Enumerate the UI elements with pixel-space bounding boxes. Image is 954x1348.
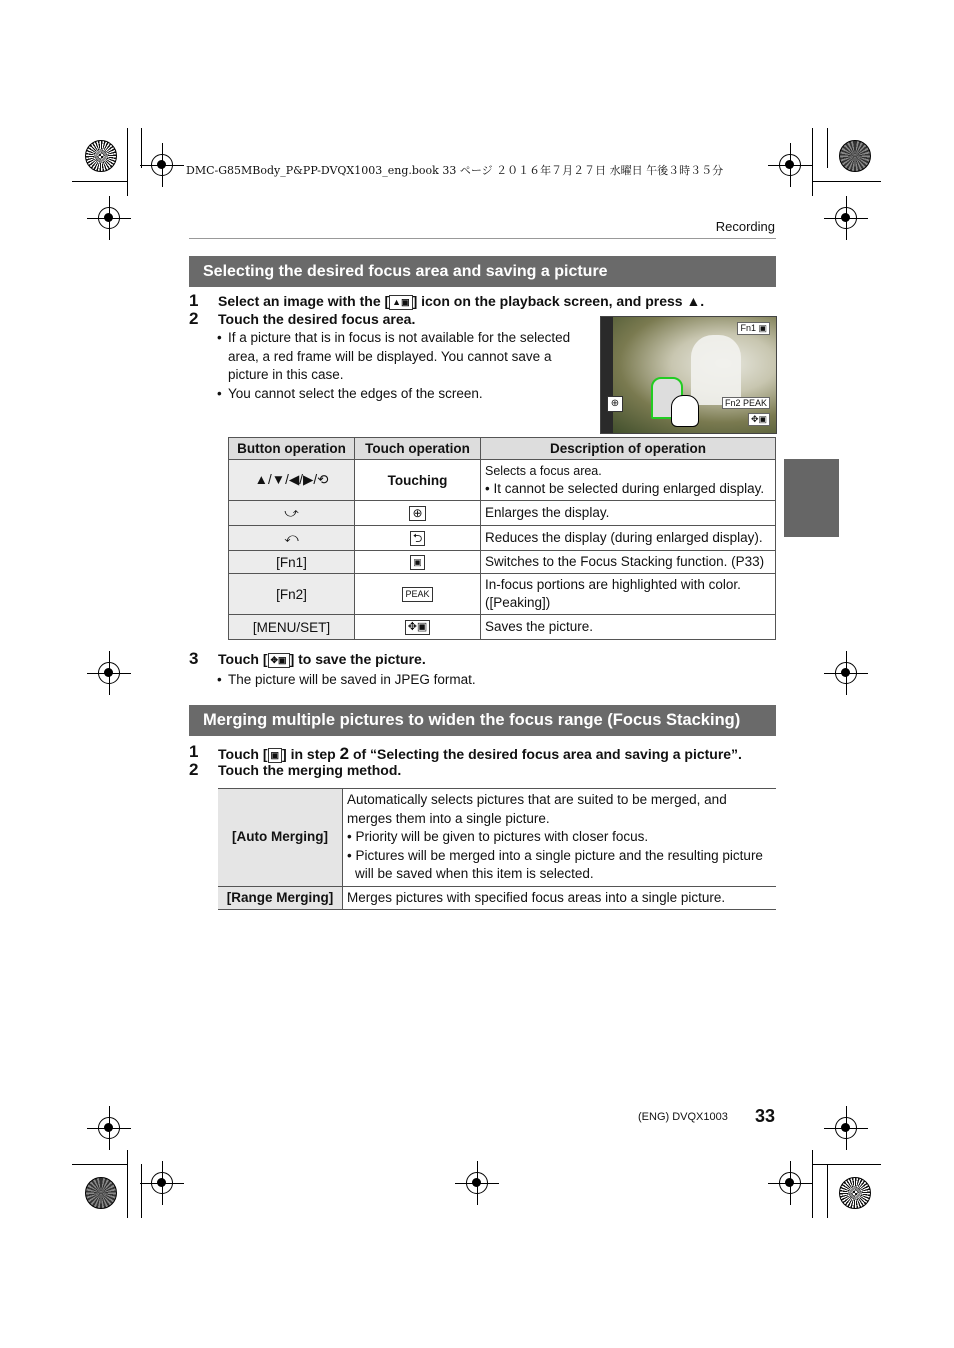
step-text-part: ] icon on the playback screen, and press ▲. bbox=[412, 293, 705, 309]
bullet-item: • If a picture that is in focus is not available for the selected area, a red frame will be displayed. You cannot save a picture in this case. • You cannot select the edges of the screen. bbox=[217, 329, 587, 403]
crop-mark bbox=[72, 181, 127, 182]
photo-edge bbox=[601, 317, 613, 433]
table-row bbox=[229, 615, 776, 640]
step-text: Touch the merging method. bbox=[218, 762, 402, 778]
button-operation-text: ▲/▼/◀/▶/ bbox=[254, 472, 318, 487]
crop-mark bbox=[141, 1164, 142, 1218]
column-header: Description of operation bbox=[481, 438, 776, 460]
focus-stacking-play-icon: ▲▣ bbox=[389, 295, 412, 310]
step-text: Touch the desired focus area. bbox=[218, 311, 416, 327]
step-text bbox=[218, 293, 704, 310]
step-text bbox=[218, 651, 426, 668]
bullet-text: You cannot select the edges of the screen. bbox=[228, 385, 483, 401]
step-number: 1 bbox=[189, 291, 199, 310]
touching-hand-icon bbox=[671, 395, 699, 427]
registration-starburst-icon bbox=[839, 140, 871, 172]
crop-mark bbox=[72, 1164, 127, 1165]
crop-mark bbox=[827, 128, 828, 168]
fn2-label: Fn2 bbox=[724, 398, 741, 408]
registration-crosshair-icon bbox=[835, 1117, 857, 1139]
button-cell: [Fn2] bbox=[229, 574, 355, 615]
focus-area-photo bbox=[600, 316, 777, 434]
focus-stacking-icon: ▣ bbox=[268, 748, 283, 763]
crop-mark bbox=[127, 128, 128, 196]
crop-mark bbox=[813, 181, 881, 182]
fn2-icon[interactable]: Fn2 PEAK bbox=[722, 397, 770, 409]
step-text-part: of “Selecting the desired focus area and saving a picture”. bbox=[349, 746, 742, 762]
registration-crosshair-icon bbox=[835, 207, 857, 229]
description-text: In-focus portions are highlighted with color. bbox=[485, 577, 741, 592]
description-text: Automatically selects pictures that are suited to be merged, and merges them into a single picture. bbox=[347, 792, 727, 826]
table-row bbox=[229, 526, 776, 551]
section-label: Recording bbox=[715, 219, 775, 234]
control-dial-icon: ⟲ bbox=[317, 472, 329, 487]
column-header: Button operation bbox=[229, 438, 355, 460]
button-cell bbox=[229, 460, 355, 501]
header-rule bbox=[189, 238, 776, 239]
document-code: (ENG) DVQX1003 bbox=[638, 1111, 728, 1123]
section-heading: Selecting the desired focus area and saving a picture bbox=[189, 256, 776, 287]
registration-crosshair-icon bbox=[779, 1172, 801, 1194]
description-cell: Saves the picture. bbox=[481, 615, 776, 640]
option-description bbox=[343, 789, 777, 887]
registration-crosshair-icon bbox=[779, 154, 801, 176]
step-text-part: Select an image with the [ bbox=[218, 293, 390, 309]
step-text-part: Touch [ bbox=[218, 746, 268, 762]
zoom-in-icon: ⊕ bbox=[355, 501, 481, 526]
column-header: Touch operation bbox=[355, 438, 481, 460]
registration-crosshair-icon bbox=[151, 1172, 173, 1194]
touch-cell: Touching bbox=[355, 460, 481, 501]
description-cell: Switches to the Focus Stacking function. (P33) bbox=[481, 551, 776, 574]
step-number: 2 bbox=[189, 760, 199, 779]
registration-crosshair-icon bbox=[151, 154, 173, 176]
crop-mark bbox=[827, 1164, 828, 1218]
registration-crosshair-icon bbox=[466, 1172, 488, 1194]
button-cell: [MENU/SET] bbox=[229, 615, 355, 640]
chapter-tab bbox=[784, 459, 839, 537]
registration-starburst-icon bbox=[85, 1177, 117, 1209]
option-description: Merges pictures with specified focus areas into a single picture. bbox=[343, 886, 777, 910]
step-reference: 2 bbox=[339, 744, 350, 763]
bullet-text: If a picture that is in focus is not available for the selected area, a red frame will be displayed. You cannot save a picture in this case. bbox=[228, 330, 571, 382]
crop-mark bbox=[127, 1150, 128, 1218]
registration-starburst-icon bbox=[839, 1177, 871, 1209]
table-row bbox=[229, 460, 776, 501]
registration-crosshair-icon bbox=[98, 207, 120, 229]
option-name: [Auto Merging] bbox=[218, 789, 343, 887]
table-header-row bbox=[229, 438, 776, 460]
registration-crosshair-icon bbox=[835, 662, 857, 684]
peaking-icon-label: PEAK bbox=[402, 587, 432, 602]
save-icon[interactable]: ✥▣ bbox=[748, 413, 770, 426]
bullet-item: • The picture will be saved in JPEG format. bbox=[217, 671, 476, 690]
rear-dial-right-icon: ⤻ bbox=[229, 501, 355, 526]
operations-table bbox=[228, 437, 776, 640]
description-cell bbox=[481, 574, 776, 615]
page-number: 33 bbox=[755, 1106, 776, 1126]
fn1-label: Fn1 bbox=[740, 323, 756, 333]
section-heading: Merging multiple pictures to widen the focus range (Focus Stacking) bbox=[189, 705, 776, 736]
zoom-in-icon[interactable]: ⊕ bbox=[607, 396, 623, 412]
description-text: Selects a focus area. bbox=[485, 464, 602, 478]
registration-crosshair-icon bbox=[98, 662, 120, 684]
table-row bbox=[229, 551, 776, 574]
step-text bbox=[218, 744, 742, 764]
description-cell bbox=[481, 460, 776, 501]
button-cell: [Fn1] bbox=[229, 551, 355, 574]
step-text-part: ] in step bbox=[282, 746, 340, 762]
step-text-part: Touch [ bbox=[218, 651, 268, 667]
rear-dial-left-icon: ⤺ bbox=[229, 526, 355, 551]
table-row bbox=[229, 574, 776, 615]
registration-crosshair-icon bbox=[98, 1117, 120, 1139]
fn1-icon[interactable]: Fn1 ▣ bbox=[737, 322, 770, 335]
save-picture-icon: ✥▣ bbox=[268, 653, 290, 668]
bullet-text: The picture will be saved in JPEG format. bbox=[228, 672, 476, 687]
description-note: ([Peaking]) bbox=[485, 595, 551, 610]
lantern-shape bbox=[691, 335, 741, 405]
save-picture-icon: ✥▣ bbox=[355, 615, 481, 640]
description-note: • It cannot be selected during enlarged display. bbox=[485, 481, 765, 496]
table-row bbox=[218, 789, 776, 887]
table-row bbox=[218, 886, 776, 910]
table-row bbox=[229, 501, 776, 526]
print-file-meta: DMC-G85MBody_P&PP-DVQX1003_eng.book 33 ページ ２０１６年７月２７日 水曜日 午後３時３５分 bbox=[186, 164, 724, 177]
step-text-part: ] to save the picture. bbox=[289, 651, 426, 667]
peaking-icon bbox=[355, 574, 481, 615]
crop-mark bbox=[141, 128, 142, 168]
description-note: • Pictures will be merged into a single picture and the resulting picture will be saved when this item is selected. bbox=[347, 847, 763, 881]
return-icon: ⮌ bbox=[355, 526, 481, 551]
registration-starburst-icon bbox=[85, 140, 117, 172]
crop-mark bbox=[812, 128, 813, 196]
option-name: [Range Merging] bbox=[218, 886, 343, 910]
step-number: 2 bbox=[189, 309, 199, 328]
focus-stacking-icon: ▣ bbox=[355, 551, 481, 574]
description-note: • Priority will be given to pictures with closer focus. bbox=[347, 829, 649, 844]
description-cell: Reduces the display (during enlarged display). bbox=[481, 526, 776, 551]
crop-mark bbox=[812, 1150, 813, 1218]
description-cell: Enlarges the display. bbox=[481, 501, 776, 526]
step-number: 3 bbox=[189, 649, 199, 668]
step-number: 1 bbox=[189, 742, 199, 761]
crop-mark bbox=[813, 1164, 881, 1165]
merging-method-table bbox=[218, 788, 776, 910]
